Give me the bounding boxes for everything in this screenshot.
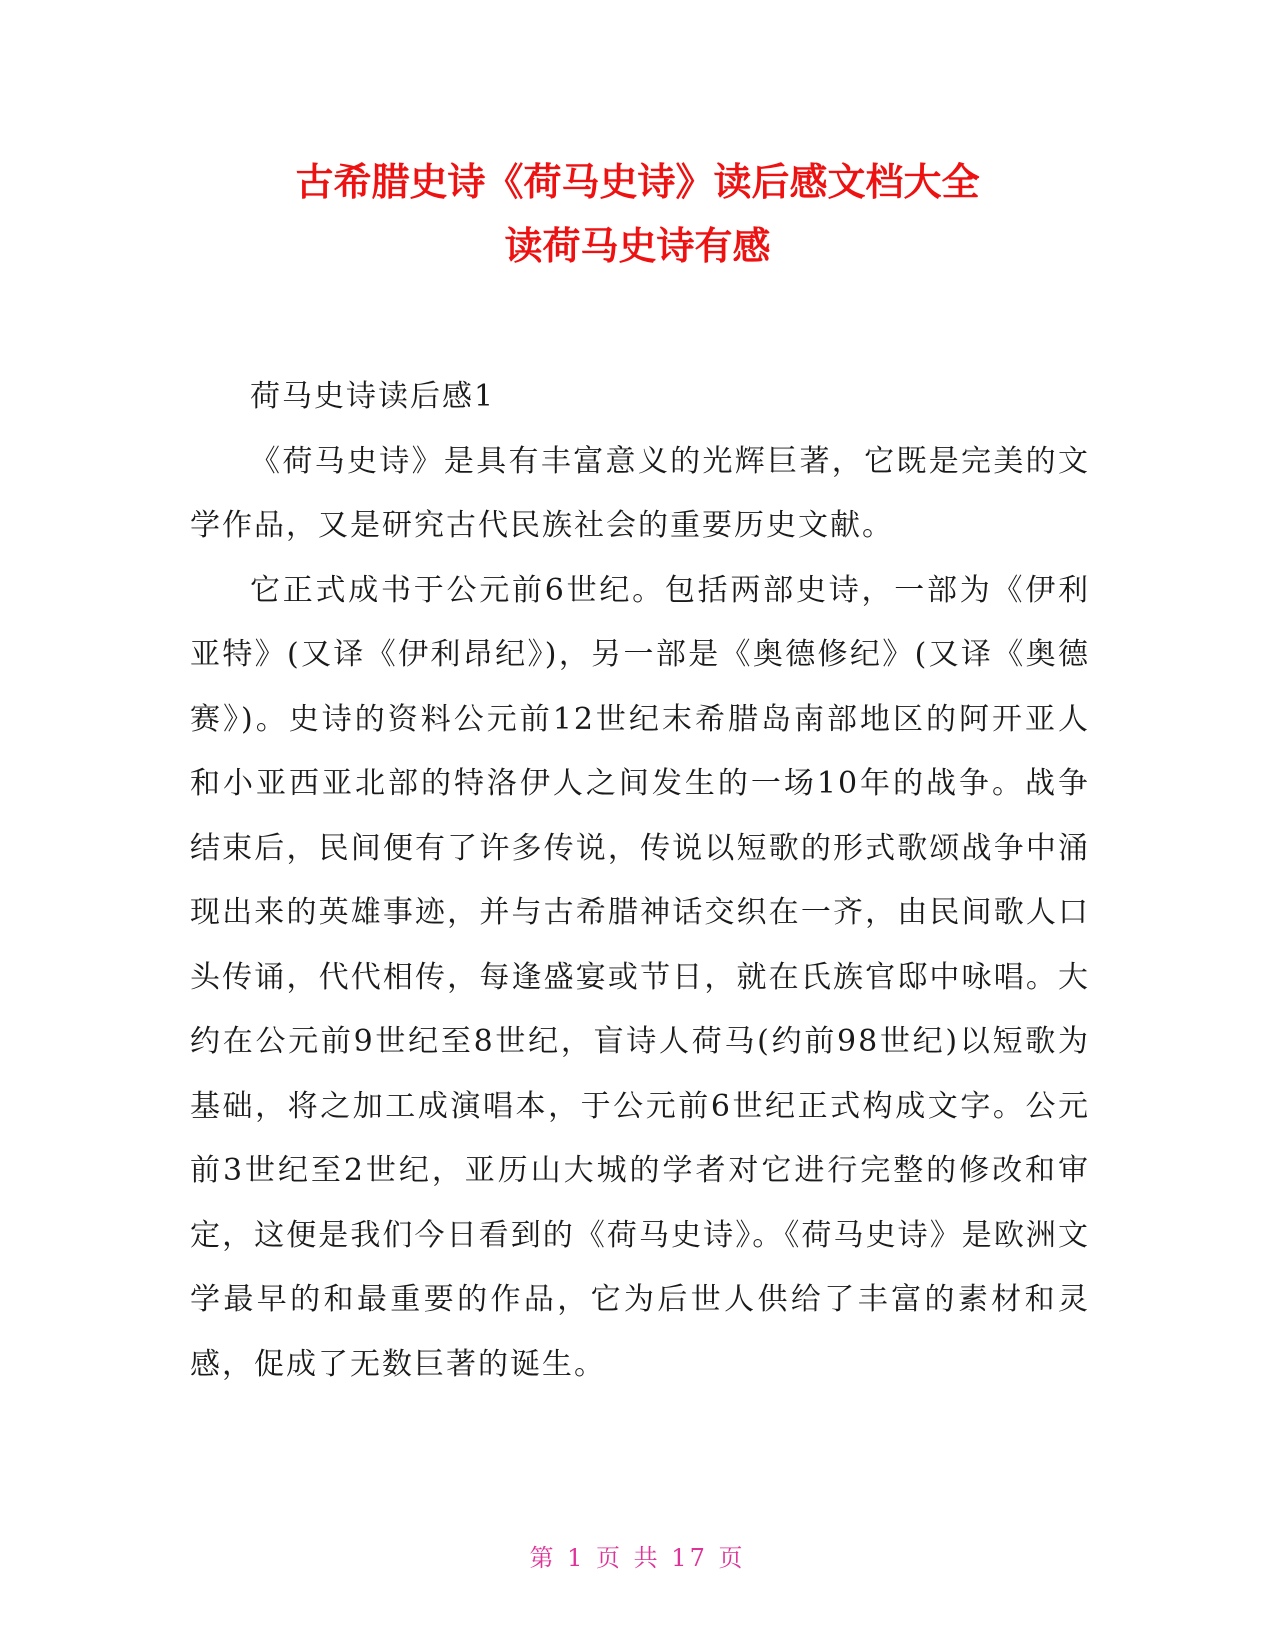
document-title: [0, 150, 1275, 278]
document-body: [190, 365, 1090, 1397]
title-line-2: 读荷马史诗有感: [504, 224, 771, 268]
section-heading: 荷马史诗读后感1: [250, 379, 496, 414]
title-line-1: 古希腊史诗《荷马史诗》读后感文档大全: [295, 160, 980, 204]
paragraph: 它正式成书于公元前6世纪。包括两部史诗，一部为《伊利亚特》(又译《伊利昂纪》)，另一部是《奥德修纪》(又译《奥德赛》)。史诗的资料公元前12世纪末希腊岛南部地区的阿开亚人和小亚西亚北部的特洛伊人之间发生的一场10年的战争。战争结束后，民间便有了许多传说，传说以短歌的形式歌颂战争中涌现出来的英雄事迹，并与古希腊神话交织在一齐，由民间歌人口头传诵，代代相传，每逢盛宴或节日，就在氏族官邸中咏唱。大约在公元前9世纪至8世纪，盲诗人荷马(约前98世纪)以短歌为基础，将之加工成演唱本，于公元前6世纪正式构成文字。公元前3世纪至2世纪，亚历山大城的学者对它进行完整的修改和审定，这便是我们今日看到的《荷马史诗》。《荷马史诗》是欧洲文学最早的和最重要的作品，它为后世人供给了丰富的素材和灵感，促成了无数巨著的诞生。: [190, 572, 1090, 1382]
paragraph: 《荷马史诗》是具有丰富意义的光辉巨著，它既是完美的文学作品，又是研究古代民族社会的重要历史文献。: [190, 443, 1090, 543]
page-number: 第 1 页 共 17 页: [529, 1544, 746, 1572]
